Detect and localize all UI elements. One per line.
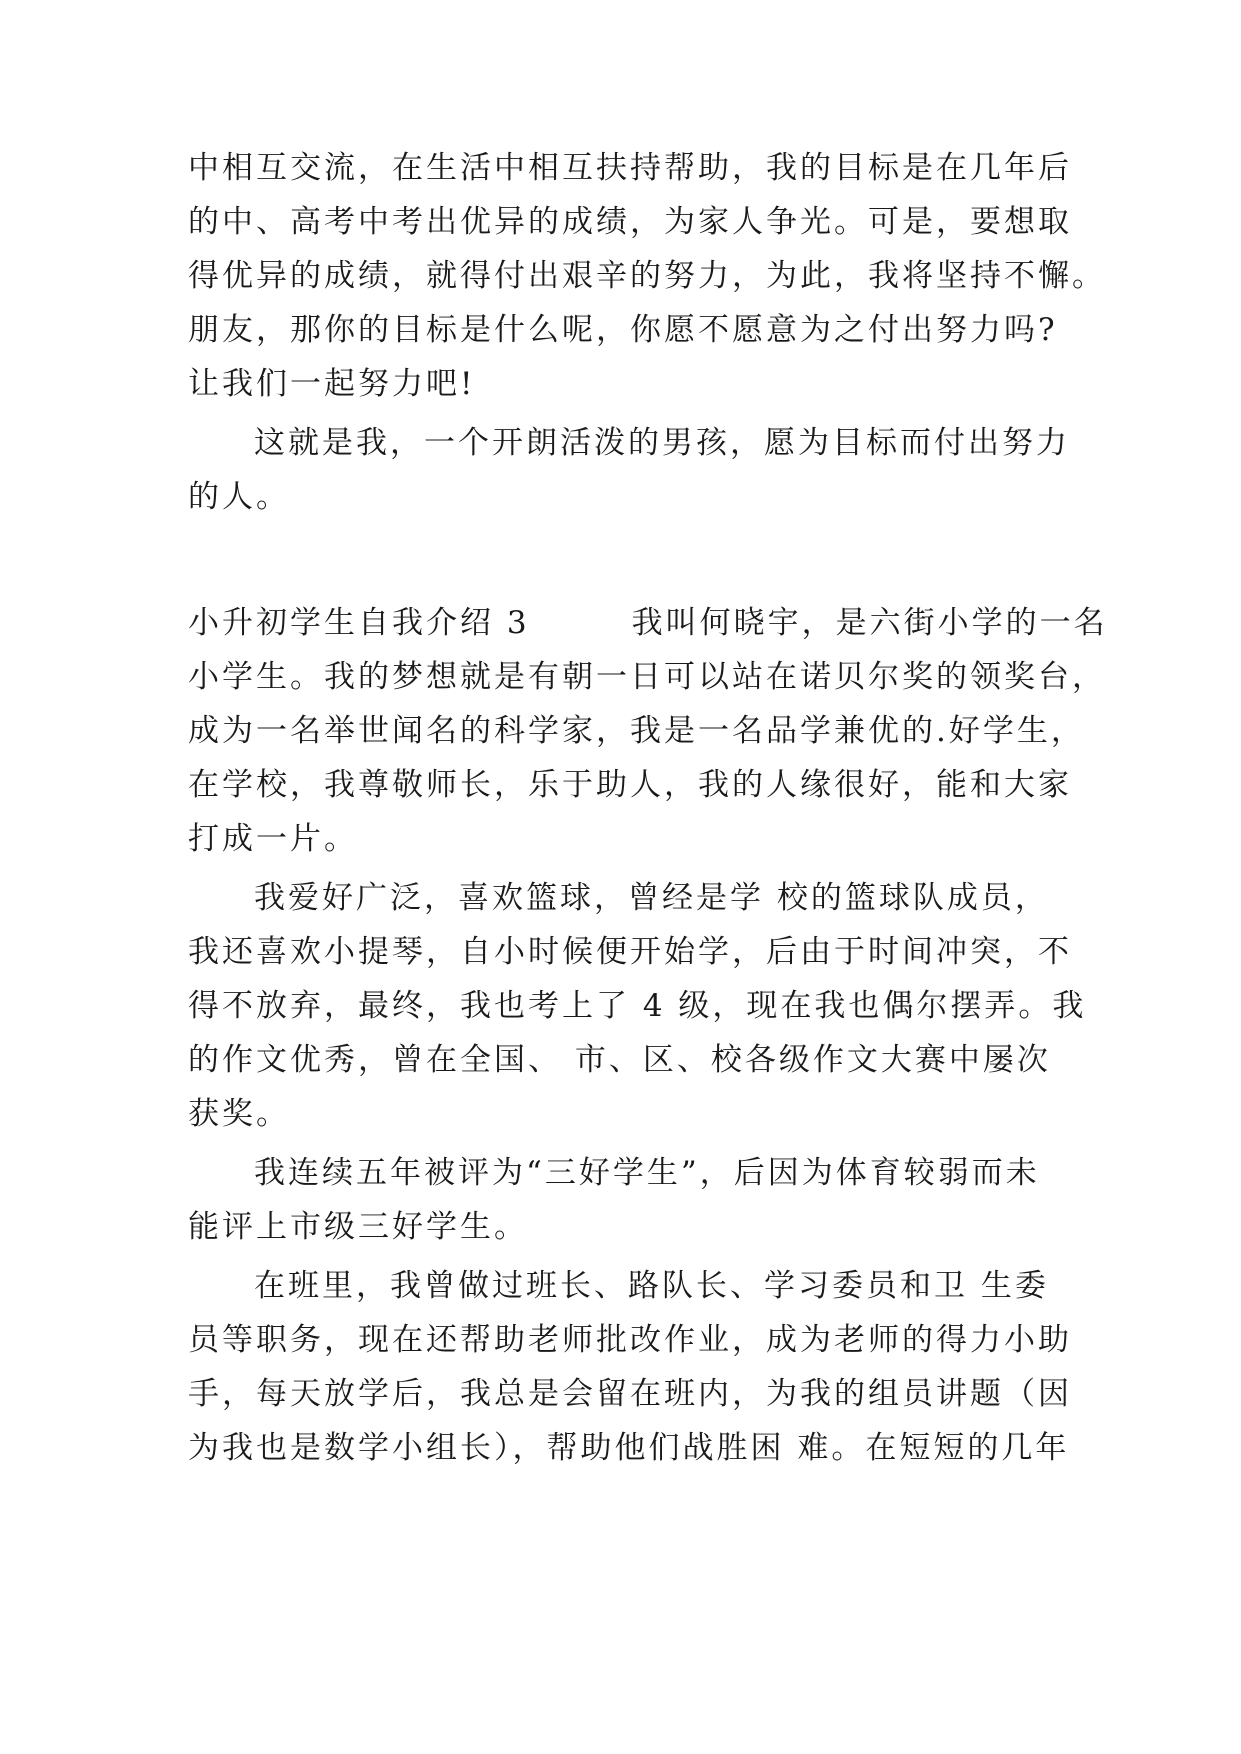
text-line: 为我也是数学小组长），帮助他们战胜困 难。在短短的几年 (188, 1430, 1070, 1466)
text-line: 在班里，我曾做过班长、路队长、学习委员和卫 生委 (254, 1268, 1049, 1304)
text-line: 打成一片。 (188, 821, 358, 857)
text-line: 成为一名举世闻名的科学家，我是一名品学兼优的.好学生， (188, 713, 1085, 749)
text-line: 小学生。我的梦想就是有朝一日可以站在诺贝尔奖的领奖台， (188, 659, 1106, 695)
text-line: 得不放弃，最终，我也考上了 4 级，现在我也偶尔摆弄。我 (188, 988, 1087, 1024)
text-line: 获奖。 (188, 1096, 290, 1132)
text-line: 这就是我，一个开朗活泼的男孩，愿为目标而付出努力 (254, 425, 1070, 461)
text-line: 我还喜欢小提琴，自小时候便开始学，后由于时间冲突，不 (188, 934, 1072, 970)
text-line: 让我们一起努力吧! (188, 366, 476, 402)
text-line: 的中、高考中考出优异的成绩，为家人争光。可是，要想取 (188, 204, 1072, 240)
section-heading-line: 小升初学生自我介绍 3 我叫何晓宇，是六街小学的一名 (188, 605, 1108, 641)
text-line: 我连续五年被评为“三好学生”，后因为体育较弱而未 (254, 1155, 1040, 1191)
text-line: 的作文优秀，曾在全国、 市、区、校各级作文大赛中屡次 (188, 1042, 1051, 1078)
text-line: 中相互交流，在生活中相互扶持帮助，我的目标是在几年后 (188, 150, 1072, 186)
text-line: 得优异的成绩，就得付出艰辛的努力，为此，我将坚持不懈。 (188, 258, 1106, 294)
text-line: 朋友，那你的目标是什么呢，你愿不愿意为之付出努力吗? (188, 312, 1058, 348)
text-line: 能评上市级三好学生。 (188, 1209, 528, 1245)
text-line: 员等职务，现在还帮助老师批改作业，成为老师的得力小助 (188, 1322, 1072, 1358)
text-line: 的人。 (188, 479, 290, 515)
text-line: 在学校，我尊敬师长，乐于助人，我的人缘很好，能和大家 (188, 767, 1072, 803)
text-line: 我爱好广泛，喜欢篮球，曾经是学 校的篮球队成员， (254, 880, 1049, 916)
text-line: 手，每天放学后，我总是会留在班内，为我的组员讲题（因 (188, 1376, 1072, 1412)
